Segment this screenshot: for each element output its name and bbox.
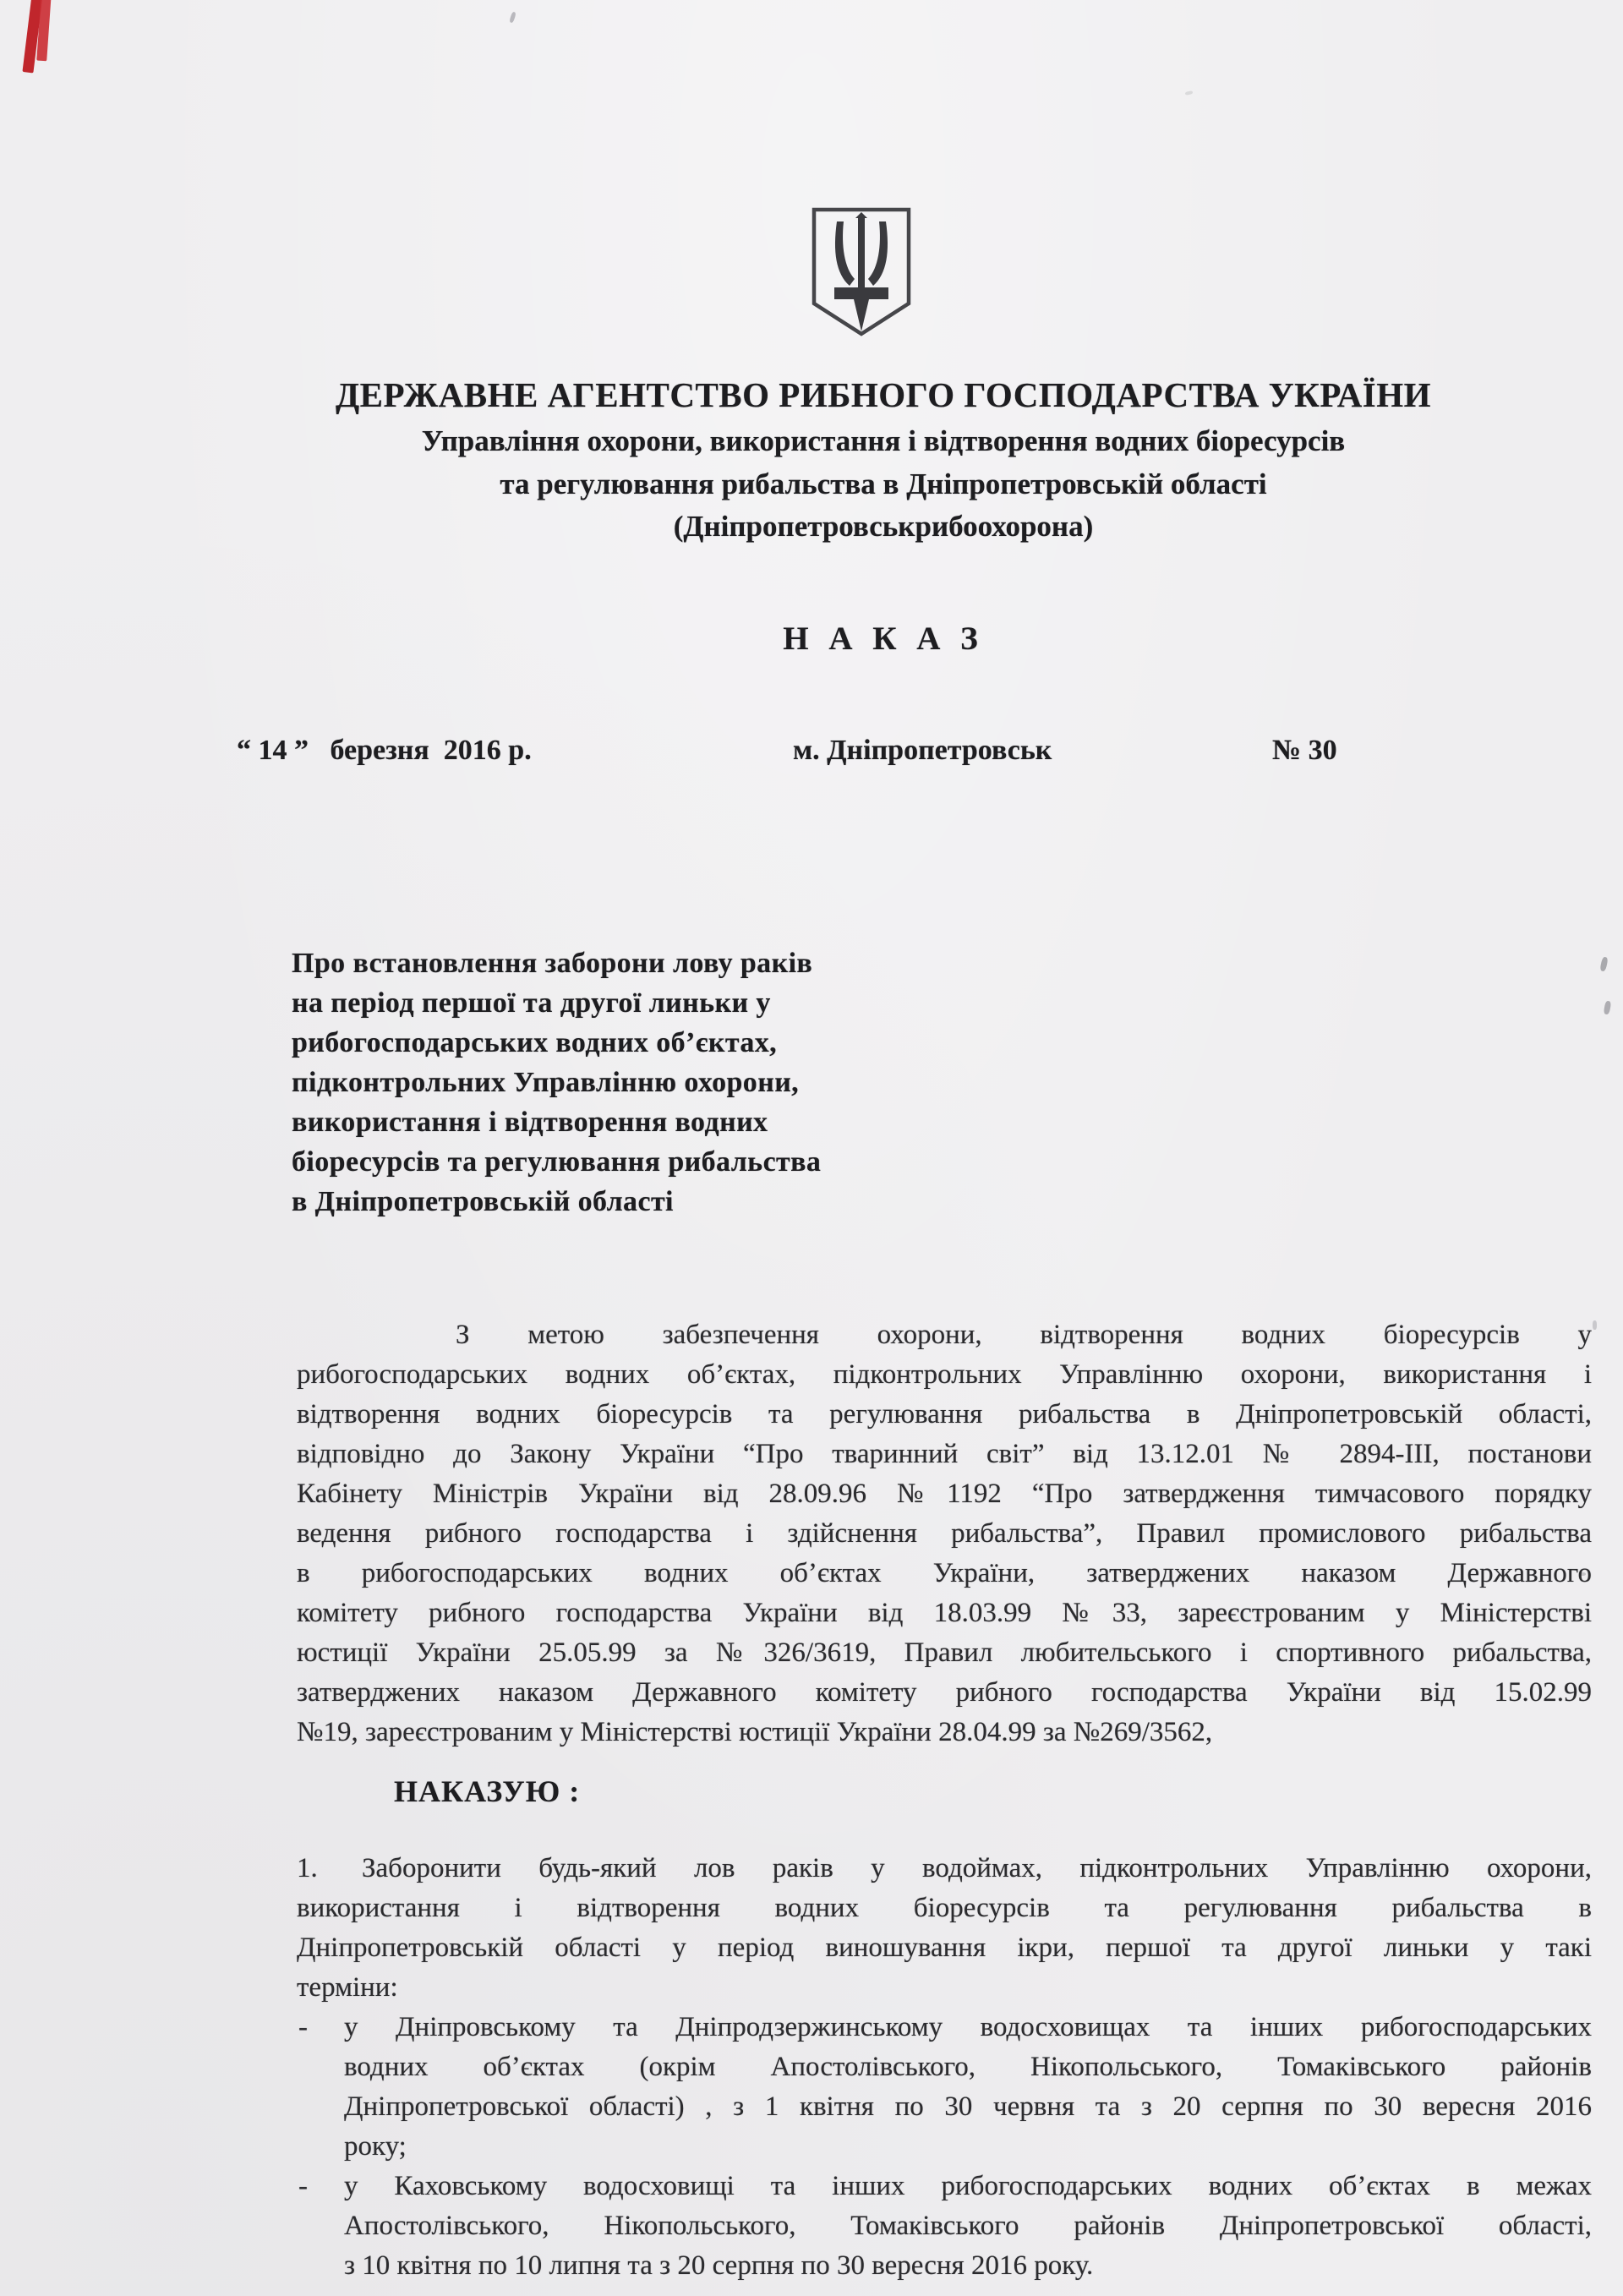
text-line — [297, 2167, 1592, 2206]
bullet-text: у Каховському водосховищі та інших рибогосподарських водних об’єктах в межах — [344, 2171, 1592, 2201]
item-text: Заборонити будь-який лов раків у водоймах, підконтрольних Управлінню охорони, — [362, 1853, 1592, 1883]
subject-line: рибогосподарських водних об’єктах, — [292, 1027, 778, 1058]
bullet-dash: - — [298, 2012, 308, 2042]
order-word: НАКАЗУЮ : — [394, 1774, 581, 1808]
text-line: водних об’єктах (окрім Апостолівського, Нікопольського, Томаківського районів — [344, 2052, 1592, 2082]
bullet-item-2 — [297, 2167, 1592, 2286]
agency-name: ДЕРЖАВНЕ АГЕНТСТВО РИБНОГО ГОСПОДАРСТВА УКРАЇНИ — [335, 375, 1432, 414]
text-line: Кабінету Міністрів України від 28.09.96 №1192 “Про затвердження тимчасового порядку — [297, 1479, 1592, 1509]
subject-line: підконтрольних Управлінню охорони, — [292, 1067, 800, 1098]
subject-line: в Дніпропетровській області — [292, 1186, 674, 1217]
order-item-1 — [297, 1849, 1592, 2008]
text-line: затверджених наказом Державного комітету рибного господарства України від 15.02.99 — [297, 1677, 1592, 1708]
subject-line: біоресурсів та регулювання рибальства — [292, 1146, 822, 1178]
text-line: року; — [344, 2131, 407, 2162]
bullet-item-1 — [297, 2008, 1592, 2167]
item-number: 1. — [297, 1853, 318, 1883]
text-line: Дніпропетровської області) , з 1 квітня по 30 червня та з 20 серпня по 30 вересня 2016 — [344, 2091, 1592, 2122]
text-line — [297, 2008, 1592, 2047]
text-line: Апостолівського, Нікопольського, Томаківського районів Дніпропетровської області, — [344, 2211, 1592, 2241]
scan-speck — [1593, 1320, 1597, 1330]
subject-block — [292, 943, 1052, 1222]
text-line: використання і відтворення водних біоресурсів та регулювання рибальства в — [297, 1893, 1592, 1923]
subject-line: на період першої та другої линьки у — [292, 987, 771, 1019]
subject-line: використання і відтворення водних — [292, 1107, 768, 1138]
scan-speck — [1185, 90, 1194, 96]
text-line: ведення рибного господарства і здійснення рибальства”, Правил промислового рибальства — [297, 1518, 1592, 1549]
document-city: м. Дніпропетровськ — [793, 735, 1052, 766]
text-line: комітету рибного господарства України від 18.03.99 №33, зареєстрованим у Міністерстві — [297, 1598, 1592, 1628]
agency-subdivision-line1: Управління охорони, використання і відтворення водних біоресурсів — [421, 424, 1346, 457]
text-line: в рибогосподарських водних об’єктах України, затверджених наказом Державного — [297, 1558, 1592, 1588]
bullet-dash: - — [298, 2171, 308, 2201]
ukraine-trident-emblem-icon — [809, 205, 914, 339]
document-title: Н А К А З — [783, 620, 984, 657]
agency-subdivision-line2: та регулювання рибальства в Дніпропетровській області — [500, 467, 1267, 500]
text-line: відтворення водних біоресурсів та регулювання рибальства в Дніпропетровській області, — [297, 1399, 1592, 1430]
text-line: з 10 квітня по 10 липня та з 20 серпня по 30 вересня 2016 року. — [344, 2250, 1094, 2281]
bullet-text: у Дніпровському та Дніпродзержинському водосховищах та інших рибогосподарських — [344, 2012, 1592, 2042]
agency-short-name: (Дніпропетровськрибоохорона) — [673, 510, 1094, 543]
text-line: відповідно до Закону України “Про тваринний світ” від 13.12.01 № 2894-ІІІ, постанови — [297, 1439, 1592, 1469]
text-line: Дніпропетровській області у період виношування ікри, першої та другої линьки у такі — [297, 1932, 1592, 1963]
preamble-paragraph — [297, 1315, 1592, 1752]
scan-speck — [1599, 956, 1608, 971]
text-line — [297, 1849, 1592, 1889]
text-line: терміни: — [297, 1972, 398, 2003]
document-number: № 30 — [1272, 735, 1337, 766]
scan-speck — [509, 12, 516, 24]
text-line: З метою забезпечення охорони, відтворення водних біоресурсів у — [456, 1320, 1592, 1350]
red-scan-artifact — [25, 0, 54, 74]
subject-line: Про встановлення заборони лову раків — [292, 948, 813, 979]
document-date: “ 14 ” березня 2016 р. — [237, 735, 532, 766]
text-line: №19, зареєстрованим у Міністерстві юстиції України 28.04.99 за №269/3562, — [297, 1717, 1213, 1747]
scan-speck — [1604, 1001, 1612, 1015]
text-line: юстиції України 25.05.99 за №326/3619, Правил любительського і спортивного рибальства, — [297, 1637, 1592, 1668]
text-line: рибогосподарських водних об’єктах, підконтрольних Управлінню охорони, використання і — [297, 1359, 1592, 1390]
